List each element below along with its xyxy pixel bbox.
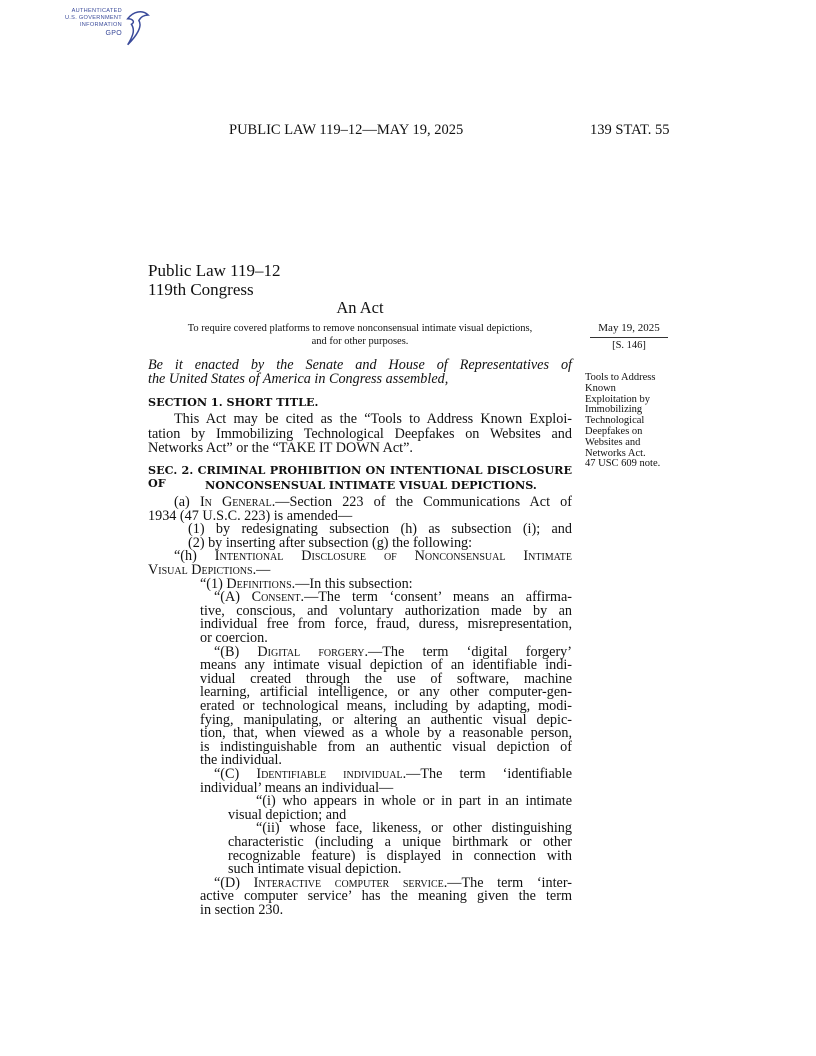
public-law-number: Public Law 119–12 [148, 261, 281, 280]
text-line [148, 373, 448, 386]
line-text: learning, artificial intelligence, or any other computer-gen- [200, 684, 572, 701]
logo-text: AUTHENTICATED [71, 8, 122, 14]
line-text: active computer service’ has the meaning given the term [200, 888, 572, 905]
paragraph-heading: Visual Depictions [148, 562, 253, 578]
line-text: .—The term ‘inter- [443, 874, 572, 891]
section-heading-line [205, 479, 537, 492]
margin-note-line: Known [585, 382, 616, 394]
line-text: “(1) [200, 575, 227, 592]
act-heading: An Act [336, 298, 384, 317]
logo-text: U.S. GOVERNMENT [64, 15, 122, 21]
line-text: .— [252, 562, 271, 578]
paragraph-heading: Consent [251, 589, 301, 606]
line-text: is indistinguishable from an authentic visual depiction of [200, 738, 572, 755]
line-text: .—Section 223 of the Communications Act of [271, 494, 573, 510]
line-text: or coercion. [200, 630, 268, 646]
line-text: (1) by redesignating subsection (h) as subsection (i); and [188, 521, 572, 538]
line-text: “(B) [214, 643, 258, 660]
line-text: Be it enacted by the Senate and House of Representatives of [148, 357, 572, 373]
line-text: (a) [174, 494, 200, 510]
line-text: fying, manipulating, or altering an authentic visual depic- [200, 711, 572, 728]
line-text: in section 230. [200, 902, 284, 918]
line-text: “(A) [214, 589, 252, 606]
line-text: .—The term ‘identifiable [402, 766, 572, 782]
paragraph-heading: Identifiable individual [256, 766, 403, 782]
margin-note-line: Exploitation by [585, 393, 651, 405]
line-text: tation by Immobilizing Technological Deepfakes on Websites and [148, 426, 572, 442]
paragraph-heading: In General [199, 494, 272, 510]
margin-note-line: Technological [585, 415, 645, 427]
line-text: 1934 (47 U.S.C. 223) is amended— [148, 507, 353, 524]
line-text: Networks Act” or the “TAKE IT DOWN Act”. [148, 440, 413, 456]
purpose-line: and for other purposes. [311, 336, 409, 347]
margin-note-line: Networks Act. [585, 447, 646, 459]
line-text: .—The term ‘consent’ means an affirma- [300, 589, 572, 606]
paragraph-heading: Interactive computer service [253, 874, 444, 891]
line-text: This Act may be cited as the “Tools to Address Known Exploi- [174, 411, 572, 427]
enactment-date: May 19, 2025 [590, 322, 668, 338]
paragraph-heading: Digital forgery [257, 643, 365, 660]
paragraph-heading: Intentional Disclosure of Nonconsensual Intimate [214, 548, 572, 565]
line-text: individual’ means an individual— [200, 779, 394, 796]
line-text: .—In this subsection: [291, 575, 413, 592]
eagle-icon [124, 6, 150, 50]
text-line [174, 413, 572, 426]
line-text: SEC. 2. CRIMINAL PROHIBITION ON INTENTIONAL DISCLOSURE OF [148, 463, 572, 490]
running-title: PUBLIC LAW 119–12—MAY 19, 2025 [229, 122, 464, 138]
text-line [148, 442, 413, 455]
line-text: erated or technological means, including by adapting, modi- [200, 698, 572, 714]
logo-text: GPO [105, 30, 122, 37]
line-text: characteristic (including a unique birthmark or other [228, 834, 572, 850]
line-text: “(ii) whose face, likeness, or other distinguishing [256, 820, 572, 837]
line-text: “(D) [214, 874, 254, 891]
line-text: “(C) [214, 766, 257, 782]
line-text: vidual created through the use of software, machine [200, 670, 572, 687]
line-text: SECTION 1. SHORT TITLE. [148, 395, 319, 409]
line-text: NONCONSENSUAL INTIMATE VISUAL DEPICTIONS. [205, 478, 537, 492]
paragraph-heading: Definitions [226, 575, 292, 592]
margin-note-line: 47 USC 609 note. [585, 458, 661, 470]
line-text: .—The term ‘digital forgery’ [364, 643, 572, 660]
line-text: such intimate visual depiction. [228, 861, 402, 878]
line-text: tive, conscious, and voluntary authorization made by an [200, 602, 572, 619]
margin-note-line: Deepfakes on [585, 426, 643, 437]
margin-note-line: Websites and [585, 436, 641, 448]
line-text: (2) by inserting after subsection (g) the following: [188, 534, 473, 551]
line-text: visual depiction; and [228, 806, 347, 823]
line-text: “(h) [174, 548, 215, 565]
line-text: individual free from force, fraud, duress, misrepresentation, [200, 616, 572, 633]
text-line [200, 904, 283, 917]
logo-text: INFORMATION [79, 22, 122, 28]
stat-page: 139 STAT. 55 [590, 122, 670, 138]
line-text: the individual. [200, 752, 282, 769]
line-text: “(i) who appears in whole or in part in an intimate [256, 793, 572, 810]
gpo-authenticated-logo [58, 6, 150, 46]
margin-note-line: Immobilizing [585, 404, 643, 416]
line-text: means any intimate visual depiction of an identifiable indi- [200, 657, 572, 674]
bill-number: [S. 146] [612, 340, 646, 351]
congress: 119th Congress [148, 280, 254, 299]
margin-note-line: Tools to Address [585, 372, 656, 383]
section-heading-line [148, 396, 318, 409]
line-text: the United States of America in Congress assembled, [148, 371, 449, 387]
line-text: recognizable feature) is displayed in connection with [228, 847, 572, 864]
line-text: tion, that, when viewed as a whole by a reasonable person, [200, 725, 572, 742]
purpose-line: To require covered platforms to remove nonconsensual intimate visual depictions, [187, 323, 533, 334]
